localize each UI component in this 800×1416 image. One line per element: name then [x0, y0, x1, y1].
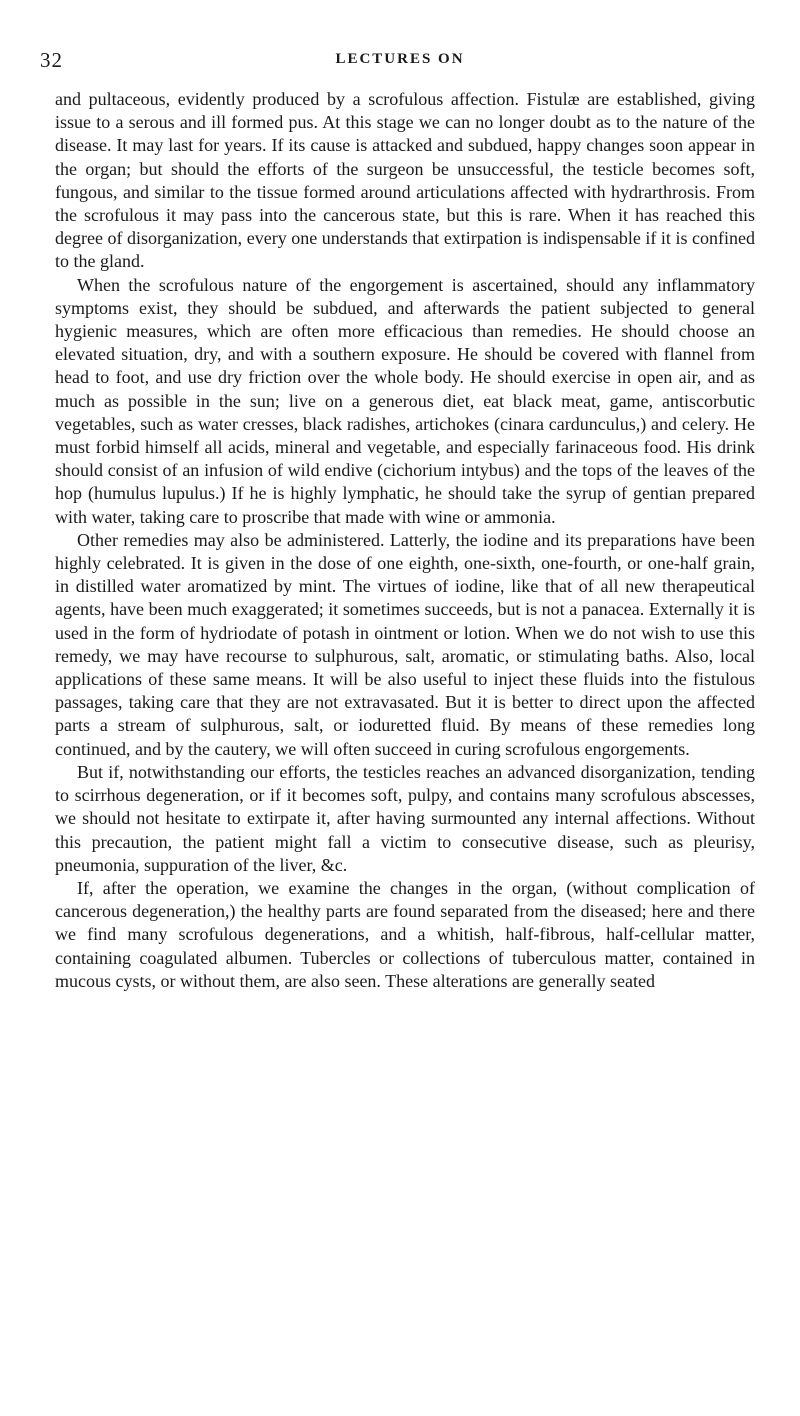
paragraph-4: But if, notwithstanding our efforts, the testicles reaches an advanced disorganization, tending to scirrhous degeneration, or if it becomes soft, pulpy, and contains many scrofulous abscesses, we should not hesitate to extirpate it, after having surmounted any internal affections. Without this precaution, the patient might fall a victim to consecutive disease, such as pleurisy, pneumonia, suppuration of the liver, &c.	[55, 761, 755, 875]
body-text	[55, 88, 755, 993]
running-title: LECTURES ON	[335, 51, 465, 67]
paragraph-1: and pultaceous, evidently produced by a scrofulous affection. Fistulæ are established, giving issue to a serous and ill formed pus. At this stage we can no longer doubt as to the nature of the disease. It may last for years. If its cause is attacked and subdued, happy changes soon appear in the organ; but should the efforts of the surgeon be unsuccessful, the testicle becomes soft, fungous, and similar to the tissue formed around articulations affected with hydrarthrosis. From the scrofulous it may pass into the cancerous state, but this is rare. When it has reached this degree of disorganization, every one understands that extirpation is indispensable if it is confined to the gland.	[55, 89, 755, 272]
page-header	[40, 48, 720, 76]
paragraph-3: Other remedies may also be administered. Latterly, the iodine and its preparations have been highly celebrated. It is given in the dose of one eighth, one-sixth, one-fourth, or one-half grain, in distilled water aromatized by mint. The virtues of iodine, like that of all new therapeutical agents, have been much exaggerated; it sometimes succeeds, but is not a panacea. Externally it is used in the form of hydriodate of potash in ointment or lotion. When we do not wish to use this remedy, we may have recourse to sulphurous, salt, aromatic, or stimulating baths. Also, local applications of these same means. It will be also useful to inject these fluids into the fistulous passages, taking care that they are not extravasated. But it is better to direct upon the affected parts a stream of sulphurous, salt, or ioduretted fluid. By means of these remedies long continued, and by the cautery, we will often succeed in curing scrofulous engorgements.	[55, 529, 755, 759]
paragraph-5: If, after the operation, we examine the changes in the organ, (without complication of cancerous degeneration,) the healthy parts are found separated from the diseased; here and there we find many scrofulous degenerations, and a whitish, half-fibrous, half-cellular matter, containing coagulated albumen. Tubercles or collections of tuberculous matter, contained in mucous cysts, or without them, are also seen. These alterations are generally seated	[55, 877, 755, 991]
paragraph-2: When the scrofulous nature of the engorgement is ascertained, should any inflammatory symptoms exist, they should be subdued, and afterwards the patient subjected to general hygienic measures, which are often more efficacious than remedies. He should choose an elevated situation, dry, and with a southern exposure. He should be covered with flannel from head to foot, and use dry friction over the whole body. He should exercise in open air, and as much as possible in the sun; live on a generous diet, eat black meat, game, antiscorbutic vegetables, such as water cresses, black radishes, artichokes (cinara cardunculus,) and celery. He must forbid himself all acids, mineral and vegetable, and especially farinaceous food. His drink should consist of an infusion of wild endive (cichorium intybus) and the tops of the leaves of the hop (humulus lupulus.) If he is highly lymphatic, he should take the syrup of gentian prepared with water, taking care to proscribe that made with wine or ammonia.	[55, 274, 755, 527]
page-number: 32	[40, 48, 63, 72]
